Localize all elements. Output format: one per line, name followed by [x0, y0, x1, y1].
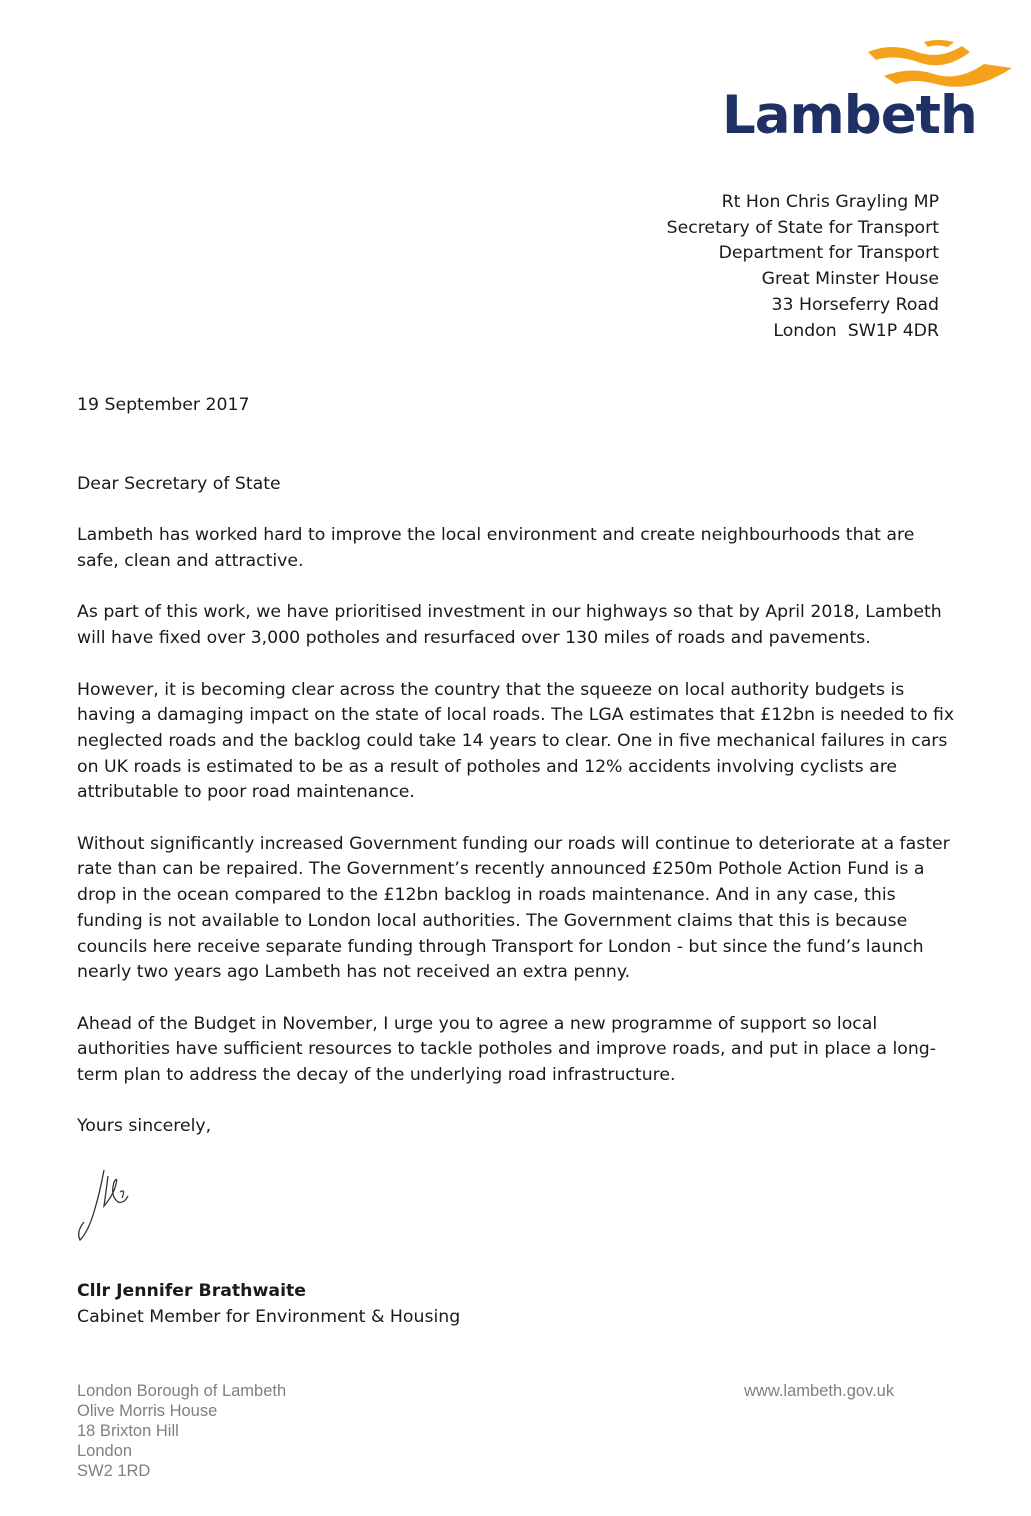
paragraph: Ahead of the Budget in November, I urge you to agree a new programme of support so local authorities have sufficient resources to tackle potholes and improve roads, and put in place a long-term plan to address the decay of the underlying road infrastructure.	[77, 1013, 936, 1086]
salutation: Dear Secretary of State	[77, 474, 281, 494]
address-line: Great Minster House	[761, 269, 939, 290]
footer-address-line: London Borough of Lambeth	[77, 1382, 287, 1400]
logo-wordmark: Lambeth	[722, 85, 977, 146]
paragraph: Lambeth has worked hard to improve the local environment and create neighbourhoods that are safe, clean and attractive.	[77, 525, 915, 572]
lambeth-logo	[722, 38, 1022, 148]
footer-address-line: London	[77, 1442, 133, 1460]
letter-body	[77, 472, 957, 1166]
footer-address	[77, 1381, 286, 1481]
signer-name: Cllr Jennifer Brathwaite	[77, 1281, 306, 1301]
address-line: 33 Horseferry Road	[771, 294, 939, 315]
letter-date: 19 September 2017	[77, 395, 250, 415]
paragraph: Without significantly increased Government funding our roads will continue to deteriorate at a faster rate than can be repaired. The Government’s recently announced £250m Pothole Action Fund is a drop in the ocean compared to the £12bn backlog in roads maintenance. And in any case, this funding is not available to London local authorities. The Government claims that this is because councils here receive separate funding through Transport for London - but since the fund’s launch nearly two years ago Lambeth has not received an extra penny.	[77, 833, 950, 983]
closing: Yours sincerely,	[77, 1116, 212, 1137]
recipient-address	[667, 190, 939, 344]
signer-block	[77, 1279, 460, 1330]
footer-address-line: Olive Morris House	[77, 1402, 218, 1420]
address-line: Department for Transport	[718, 243, 939, 264]
address-line: Secretary of State for Transport	[666, 217, 939, 238]
footer-address-line: 18 Brixton Hill	[77, 1422, 179, 1440]
address-line: London SW1P 4DR	[773, 320, 939, 341]
paragraph: However, it is becoming clear across the country that the squeeze on local authority budgets is having a damaging impact on the state of local roads. The LGA estimates that £12bn is needed to fix neglected roads and the backlog could take 14 years to clear. One in five mechanical failures in cars on UK roads is estimated to be as a result of potholes and 12% accidents involving cyclists are attributable to poor road maintenance.	[77, 679, 955, 803]
handwritten-signature	[74, 1162, 144, 1256]
footer-website: www.lambeth.gov.uk	[744, 1382, 895, 1400]
footer-address-line: SW2 1RD	[77, 1462, 151, 1480]
paragraph: As part of this work, we have prioritised investment in our highways so that by April 2018, Lambeth will have fixed over 3,000 potholes and resurfaced over 130 miles of roads and pavements.	[77, 602, 942, 649]
address-line: Rt Hon Chris Grayling MP	[721, 192, 939, 212]
signer-title: Cabinet Member for Environment & Housing	[77, 1306, 461, 1327]
